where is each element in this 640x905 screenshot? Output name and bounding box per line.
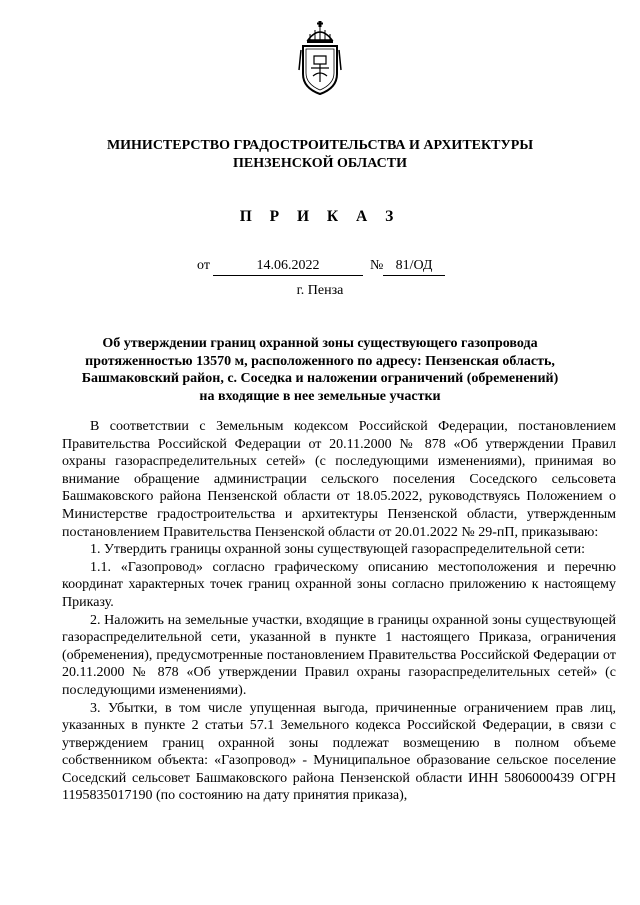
subject-line: Об утверждении границ охранной зоны существующего газопровода	[102, 336, 538, 351]
preamble-paragraph: В соответствии с Земельным кодексом Российской Федерации, постановлением Правительства Российской Федерации от 20.11.2000 № 878 «Об утверждении Правил охраны газораспределительных сетей» (с последующими изменениями), принимая во внимание обращение администрации сельского поселения Соседского сельсовета Башмаковского района Пензенской области от 18.05.2022, руководствуясь Положением о Министерстве градостроительства и архитектуры Пензенской области, утвержденным постановлением Правительства Пензенской области от 20.01.2022 № 29-пП, приказываю:	[62, 419, 616, 540]
subject-line: протяженностью 13570 м, расположенного по адресу: Пензенская область,	[85, 353, 555, 369]
ministry-line-2: ПЕНЗЕНСКОЙ ОБЛАСТИ	[233, 156, 407, 171]
subject-line: на входящие в нее земельные участки	[199, 388, 441, 404]
number-prefix: №	[370, 258, 384, 273]
subject-line: Башмаковский район, с. Соседка и наложении ограничений (обременений)	[81, 371, 559, 387]
date-prefix: от	[197, 258, 210, 273]
clause-1: 1. Утвердить границы охранной зоны существующей газораспределительной сети:	[90, 542, 585, 558]
document-number: 81/ОД	[383, 257, 445, 276]
ministry-heading	[40, 137, 600, 173]
ministry-line-1: МИНИСТЕРСТВО ГРАДОСТРОИТЕЛЬСТВА И АРХИТЕКТУРЫ	[106, 138, 534, 153]
penza-coat-of-arms-icon	[298, 20, 342, 96]
document-type-title: П Р И К А З	[239, 208, 401, 225]
city: г. Пенза	[296, 283, 344, 298]
order-subject	[60, 335, 580, 405]
order-body	[62, 418, 616, 805]
document-date: 14.06.2022	[213, 257, 363, 276]
clause-1-1: 1.1. «Газопровод» согласно графическому описанию местоположения и перечню координат характерных точек границ охранной зоны согласно приложению к настоящему Приказу.	[62, 559, 616, 610]
clause-3: 3. Убытки, в том числе упущенная выгода, причиненные ограничением прав лиц, указанных в пункте 2 статьи 57.1 Земельного кодекса Российской Федерации, в связи с утверждением границ охранной зоны подлежат возмещению в полном объеме собственником объекта: «Газопровод» - Муниципальное образование сельское поселение Соседский сельсовет Башмаковского района Пензенской области ИНН 5806000439 ОГРН 1195835017190 (по состоянию на дату принятия приказа),	[62, 700, 616, 804]
clause-2: 2. Наложить на земельные участки, входящие в границы охранной зоны существующей газораспределительной сети, указанной в пункте 1 настоящего Приказа, ограничения (обременения), предусмотренные постановлением Правительства Российской Федерации от 20.11.2000 № 878 «Об утверждении Правил охраны газораспределительных сетей» (с последующими изменениями).	[62, 612, 616, 698]
